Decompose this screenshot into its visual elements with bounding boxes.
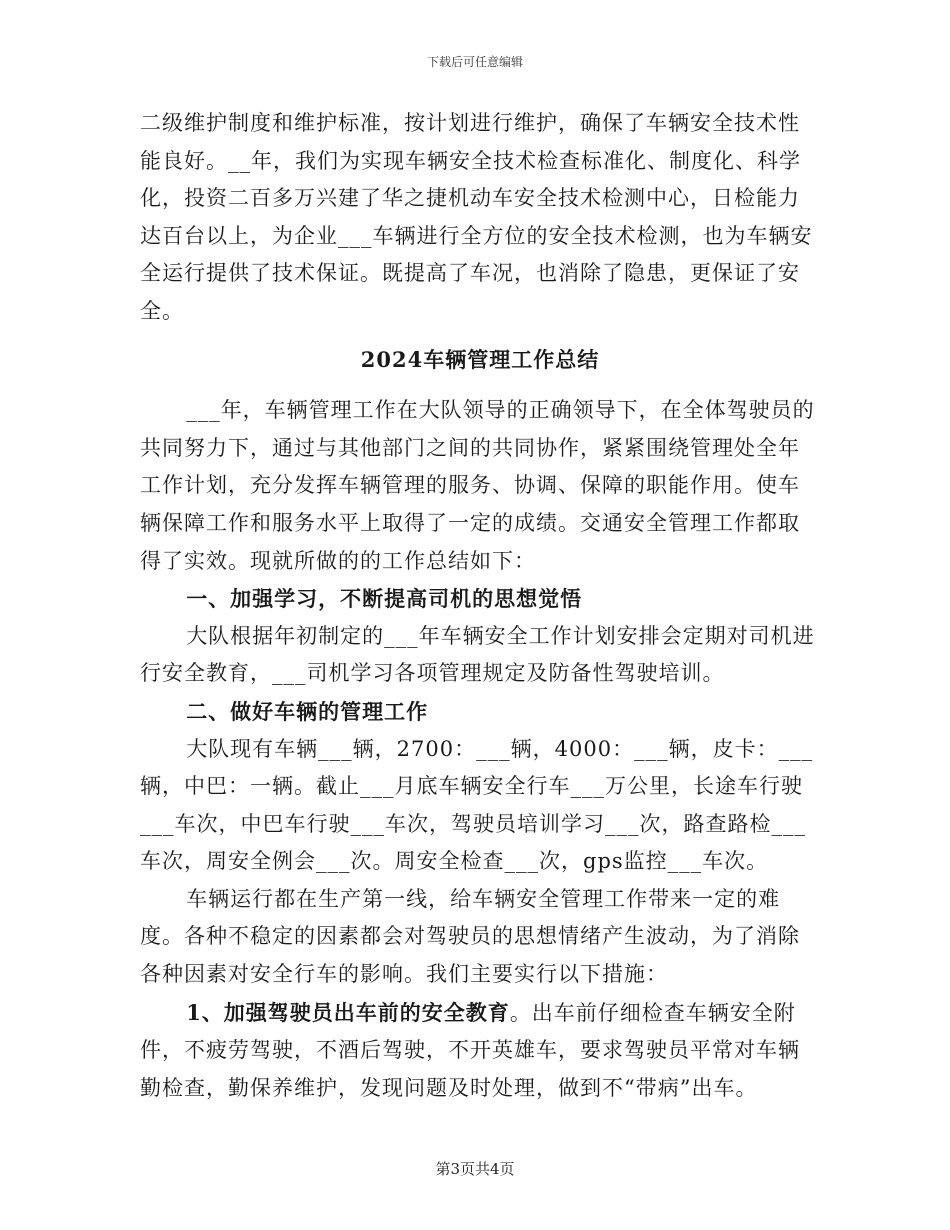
paragraph-vehicles: 大队现有车辆___辆，2700：___辆，4000：___辆，皮卡：___辆，中巴：一辆。截止___月底车辆安全行车___万公里，长途车行驶___车次，中巴车行驶___车次，驾驶员培训学习___次，路查路检___车次，周安全例会___次。周安全检查___次，gps监控___车次。 [140, 736, 814, 874]
measure-1-heading: 1、加强驾驶员出车前的安全教育 [186, 999, 510, 1025]
page-header: 下载后可任意编辑 [426, 55, 523, 69]
measure-1-text: 。出车前仔细检查车辆安全附件，不疲劳驾驶，不酒后驾驶，不开英雄车，要求驾驶员平常对车辆勤检查，勤保养维护，发现问题及时处理，做到不“带病”出车。 [140, 1000, 800, 1100]
section-heading-1: 一、加强学习，不断提高司机的思想觉悟 [186, 586, 583, 612]
document-title: 2024车辆管理工作总结 [360, 346, 600, 372]
page-footer: 第3页共4页 [435, 1160, 515, 1178]
paragraph-intro: ___年，车辆管理工作在大队领导的正确领导下，在全体驾驶员的共同努力下，通过与其他部门之间的共同协作，紧紧围绕管理处全年工作计划，充分发挥车辆管理的服务、协调、保障的职能作用。使车辆保障工作和服务水平上取得了一定的成绩。交通安全管理工作都取得了实效。现就所做的的工作总结如下： [140, 398, 815, 573]
paragraph-continued: 二级维护制度和维护标准，按计划进行维护，确保了车辆安全技术性能良好。__年，我们为实现车辆安全技术检查标准化、制度化、科学化，投资二百多万兴建了华之捷机动车安全技术检测中心，日检能力达百台以上，为企业___车辆进行全方位的安全技术检测，也为车辆安全运行提供了技术保证。既提高了车况，也消除了隐患，更保证了安全。 [140, 111, 813, 323]
paragraph-study: 大队根据年初制定的___年车辆安全工作计划安排会定期对司机进行安全教育，___司机学习各项管理规定及防备性驾驶培训。 [140, 623, 815, 686]
paragraph-measures: 车辆运行都在生产第一线，给车辆安全管理工作带来一定的难度。各种不稳定的因素都会对驾驶员的思想情绪产生波动，为了消除各种因素对安全行车的影响。我们主要实行以下措施： [140, 886, 800, 987]
document-body [140, 105, 820, 1107]
paragraph-measure-1 [140, 994, 820, 1108]
section-heading-2: 二、做好车辆的管理工作 [186, 698, 429, 724]
